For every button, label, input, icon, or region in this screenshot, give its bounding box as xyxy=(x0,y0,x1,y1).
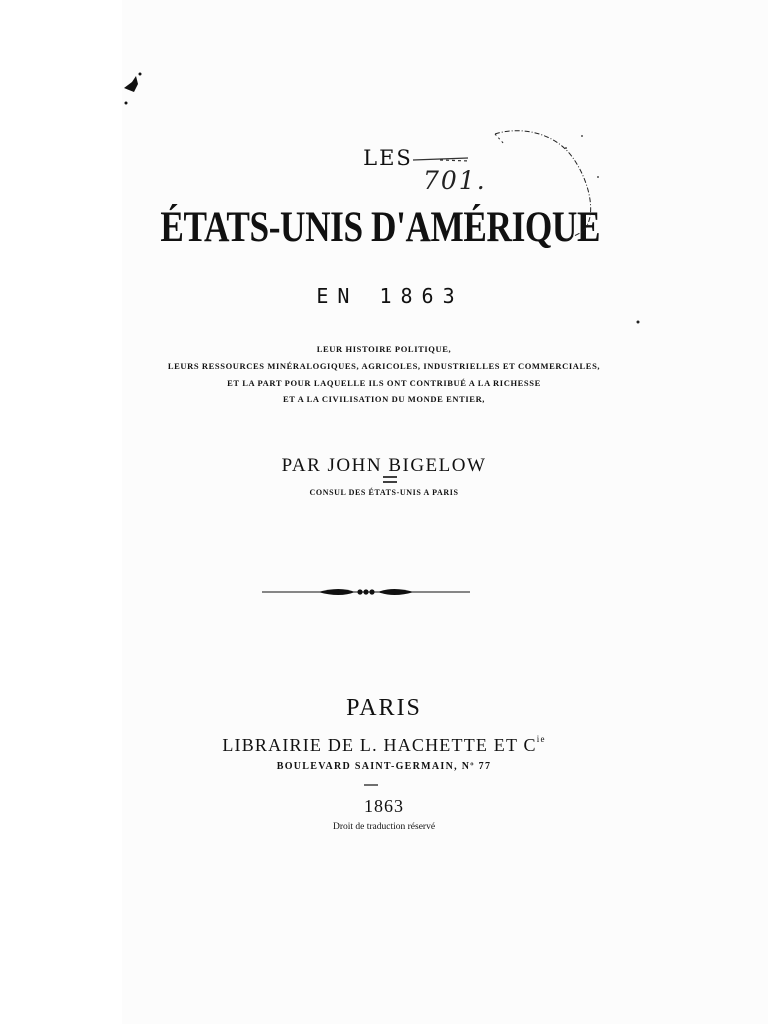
subtitle-line-2: LEURS RESSOURCES MINÉRALOGIQUES, AGRICOLES, INDUSTRIELLES ET COMMERCIALES, xyxy=(167,361,601,371)
publisher-address: BOULEVARD SAINT-GERMAIN, Nº 77 xyxy=(276,761,492,772)
stamp-mark-icon xyxy=(124,73,142,105)
decorative-rule xyxy=(262,589,470,595)
title-year-line: EN 1863 xyxy=(316,284,464,308)
author-underline-mark xyxy=(383,477,397,482)
handwritten-shelf-number: 701. xyxy=(423,166,487,195)
subtitle-line-4: ET A LA CIVILISATION DU MONDE ENTIER, xyxy=(282,394,486,404)
rights-notice: Droit de traduction réservé xyxy=(332,822,436,832)
handwritten-dashes xyxy=(413,158,470,161)
subtitle-line-1: LEUR HISTOIRE POLITIQUE, xyxy=(316,344,452,354)
publication-year: 1863 xyxy=(364,796,404,816)
subtitle-line-3: ET LA PART POUR LAQUELLE ILS ONT CONTRIBUÉ A LA RICHESSE xyxy=(227,378,541,388)
publication-city: PARIS xyxy=(346,695,422,721)
pre-title: LES xyxy=(363,146,413,170)
page-title: ÉTATS-UNIS D'AMÉRIQUE xyxy=(160,204,601,251)
pencil-arc xyxy=(495,131,591,240)
publisher-name: LIBRAIRIE DE L. HACHETTE ET C xyxy=(222,735,537,755)
author-note: CONSUL DES ÉTATS-UNIS A PARIS xyxy=(309,488,459,497)
publisher-superscript: ie xyxy=(536,734,546,744)
author-line: PAR JOHN BIGELOW xyxy=(281,455,487,476)
